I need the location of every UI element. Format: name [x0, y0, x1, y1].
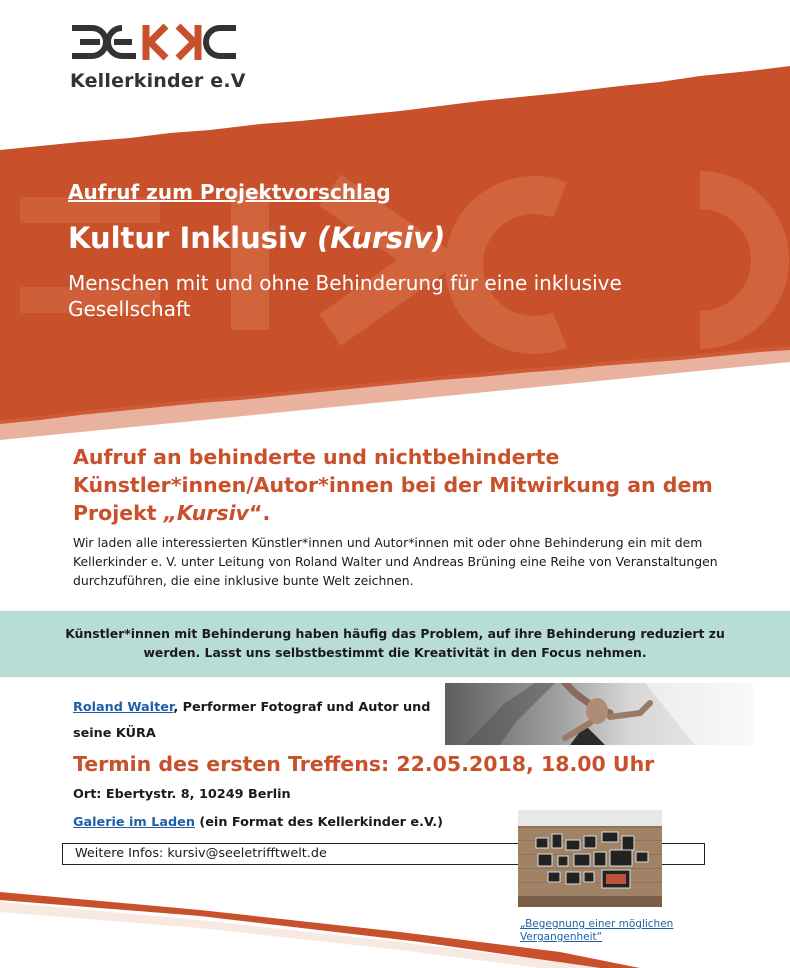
brand-name: Kellerkinder e.V — [70, 70, 246, 92]
main-title-italic: (Kursiv) — [316, 221, 446, 255]
person-description: , Performer Fotograf und Autor und seine KÜRA — [73, 700, 431, 741]
meeting-date: Termin des ersten Treffens: 22.05.2018, 18.00 Uhr — [73, 752, 655, 776]
main-title — [68, 221, 445, 255]
subtitle: Menschen mit und ohne Behinderung für eine inklusive Gesellschaft — [68, 271, 622, 321]
caption-link[interactable]: „Begegnung einer möglichen Vergangenheit“ — [520, 918, 674, 943]
call-heading-italic: „Kursiv — [163, 501, 249, 525]
info-box: Weitere Infos: kursiv@seeletrifftwelt.de — [62, 843, 705, 865]
person-line — [73, 695, 433, 747]
call-title: Aufruf zum Projektvorschlag — [68, 180, 391, 204]
orange-banner — [0, 0, 790, 440]
gallery-line — [73, 815, 443, 830]
kellerkinder-chain-logo — [70, 22, 240, 66]
call-heading-text: Aufruf an behinderte und nichtbehinderte Künstler*innen/Autor*innen bei der Mitwirkung an dem Projekt — [73, 445, 713, 525]
call-heading-end: “. — [248, 501, 271, 525]
roland-walter-link[interactable]: Roland Walter — [73, 700, 174, 715]
galerie-im-laden-link[interactable]: Galerie im Laden — [73, 815, 195, 830]
dancer-photo — [445, 683, 753, 745]
gallery-note: (ein Format des Kellerkinder e.V.) — [194, 815, 443, 830]
meeting-address: Ort: Ebertystr. 8, 10249 Berlin — [73, 787, 291, 802]
bottom-swoosh — [0, 880, 790, 968]
main-title-text: Kultur Inklusiv — [68, 221, 317, 255]
highlight-text: Künstler*innen mit Behinderung haben häufig das Problem, auf ihre Behinderung reduziert zu werden. Lasst uns selbstbestimmt die Kreativität in den Focus nehmen. — [65, 626, 725, 660]
call-heading — [73, 443, 723, 527]
intro-paragraph: Wir laden alle interessierten Künstler*innen und Autor*innen mit oder ohne Behinderung ein mit dem Kellerkinder e. V. unter Leitung von Roland Walter und Andreas Brüning eine Reihe von Veranstaltungen durchzuführen, die eine inklusive bunte Welt zeichnen. — [73, 535, 718, 588]
